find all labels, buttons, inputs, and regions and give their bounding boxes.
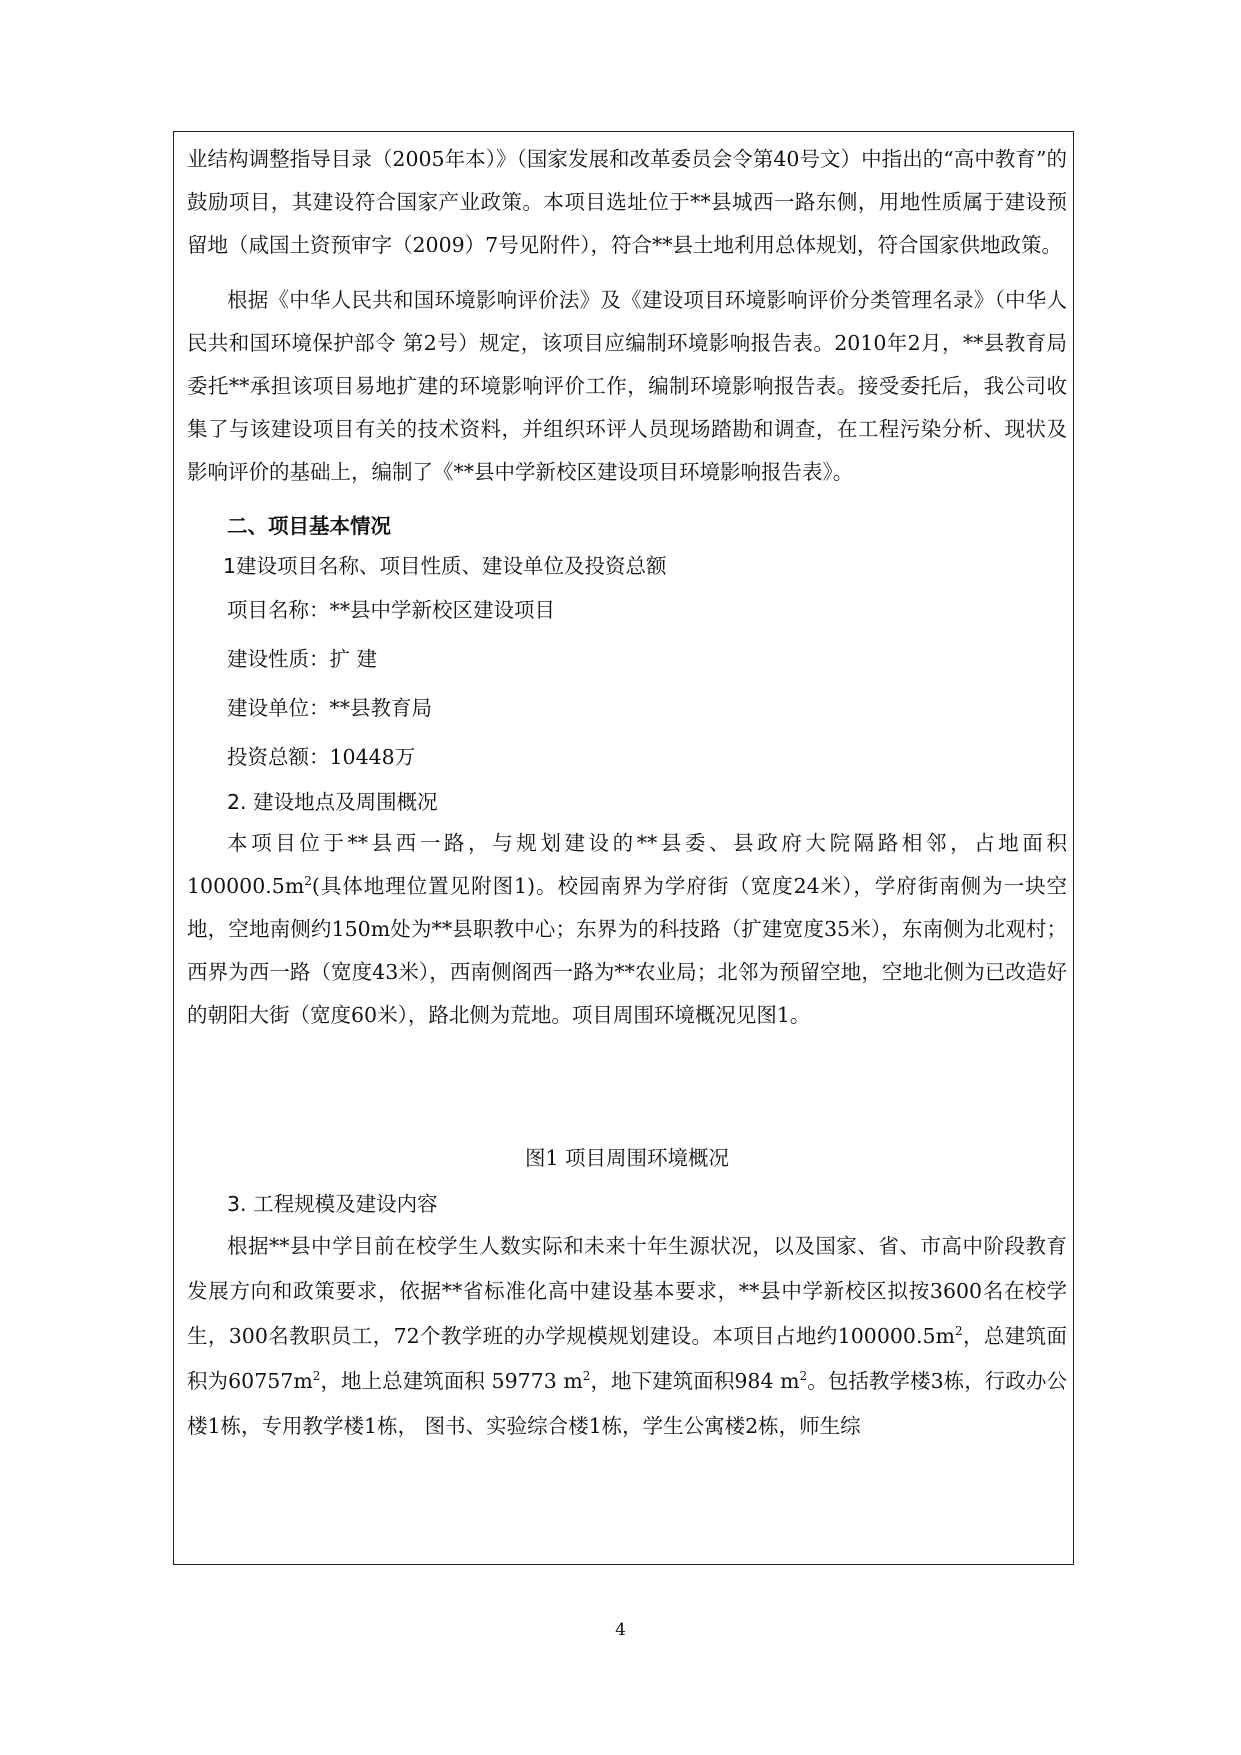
section-heading-basic-info: 二、项目基本情况	[227, 514, 391, 538]
superscript: 2	[954, 1324, 963, 1339]
subsection-heading-3: 3. 工程规模及建设内容	[227, 1192, 438, 1216]
scale-text-b: ，总建筑面积为60757m	[187, 1324, 1068, 1393]
location-text-b: (具体地理位置见附图1)。校园南界为学府街（宽度24米），学府街南侧为一块空地，空地南侧约150m处为**县职教中心；东界为的科技路（扩建宽度35米），东南侧为北观村；西界为西一路（宽度43米），西南侧阁西一路为**农业局；北邻为预留空地，空地北侧为已改造好的朝阳大街（宽度60米），路北侧为荒地。项目周围环境概况见图1。	[187, 874, 1067, 1027]
construction-nature: 建设性质：扩 建	[227, 647, 378, 671]
paragraph-background: 根据《中华人民共和国环境影响评价法》及《建设项目环境影响评价分类管理名录》（中华人民共和国环境保护部令 第2号）规定，该项目应编制环境影响报告表。2010年2月，**县教育局委托**承担该项目易地扩建的环境影响评价工作，编制环境影响报告表。接受委托后，我公司收集了与该建设项目有关的技术资料，并组织环评人员现场踏勘和调查，在工程污染分析、现状及影响评价的基础上，编制了《**县中学新校区建设项目环境影响报告表》。	[187, 288, 1067, 484]
superscript: 2	[799, 1369, 808, 1384]
investment-total: 投资总额：10448万	[227, 745, 416, 769]
scale-text-e: 。包括教学楼3栋，行政办公楼1栋，专用教学楼1栋， 图书、实验综合楼1栋，学生公寓楼2栋，师生综	[187, 1369, 1067, 1438]
subsection-heading-1: 1建设项目名称、项目性质、建设单位及投资总额	[223, 554, 667, 578]
paragraph-scale	[187, 1224, 1067, 1449]
scale-text-d: ，地下建筑面积984 m	[590, 1369, 800, 1393]
figure-caption: 图1 项目周围环境概况	[524, 1146, 730, 1170]
construction-unit: 建设单位：**县教育局	[227, 696, 432, 720]
superscript: 2	[582, 1369, 591, 1384]
location-text-a: 本项目位于**县西一路，与规划建设的**县委、县政府大院隔路相邻，占地面积100000.5m	[187, 831, 1067, 898]
page-number: 4	[615, 1620, 626, 1640]
project-name: 项目名称：**县中学新校区建设项目	[227, 598, 555, 622]
document-body	[187, 138, 1067, 1449]
scale-text-a: 根据**县中学目前在校学生人数实际和未来十年生源状况，以及国家、省、市高中阶段教育发展方向和政策要求，依据**省标准化高中建设基本要求，**县中学新校区拟按3600名在校学生，300名教职员工，72个教学班的办学规模规划建设。本项目占地约100000.5m	[187, 1234, 1067, 1348]
figure-placeholder	[187, 1037, 1067, 1138]
superscript: 2	[312, 1369, 321, 1384]
scale-text-c: ，地上总建筑面积 59773 m	[320, 1369, 583, 1393]
paragraph-policy: 业结构调整指导目录（2005年本）》（国家发展和改革委员会令第40号文）中指出的“高中教育”的鼓励项目，其建设符合国家产业政策。本项目选址位于**县城西一路东侧，用地性质属于建设预留地（咸国土资预审字（2009）7号见附件），符合**县土地利用总体规划，符合国家供地政策。	[187, 147, 1067, 257]
superscript: 2	[304, 874, 312, 889]
paragraph-location	[187, 822, 1067, 1037]
subsection-heading-2: 2. 建设地点及周围概况	[227, 790, 438, 814]
